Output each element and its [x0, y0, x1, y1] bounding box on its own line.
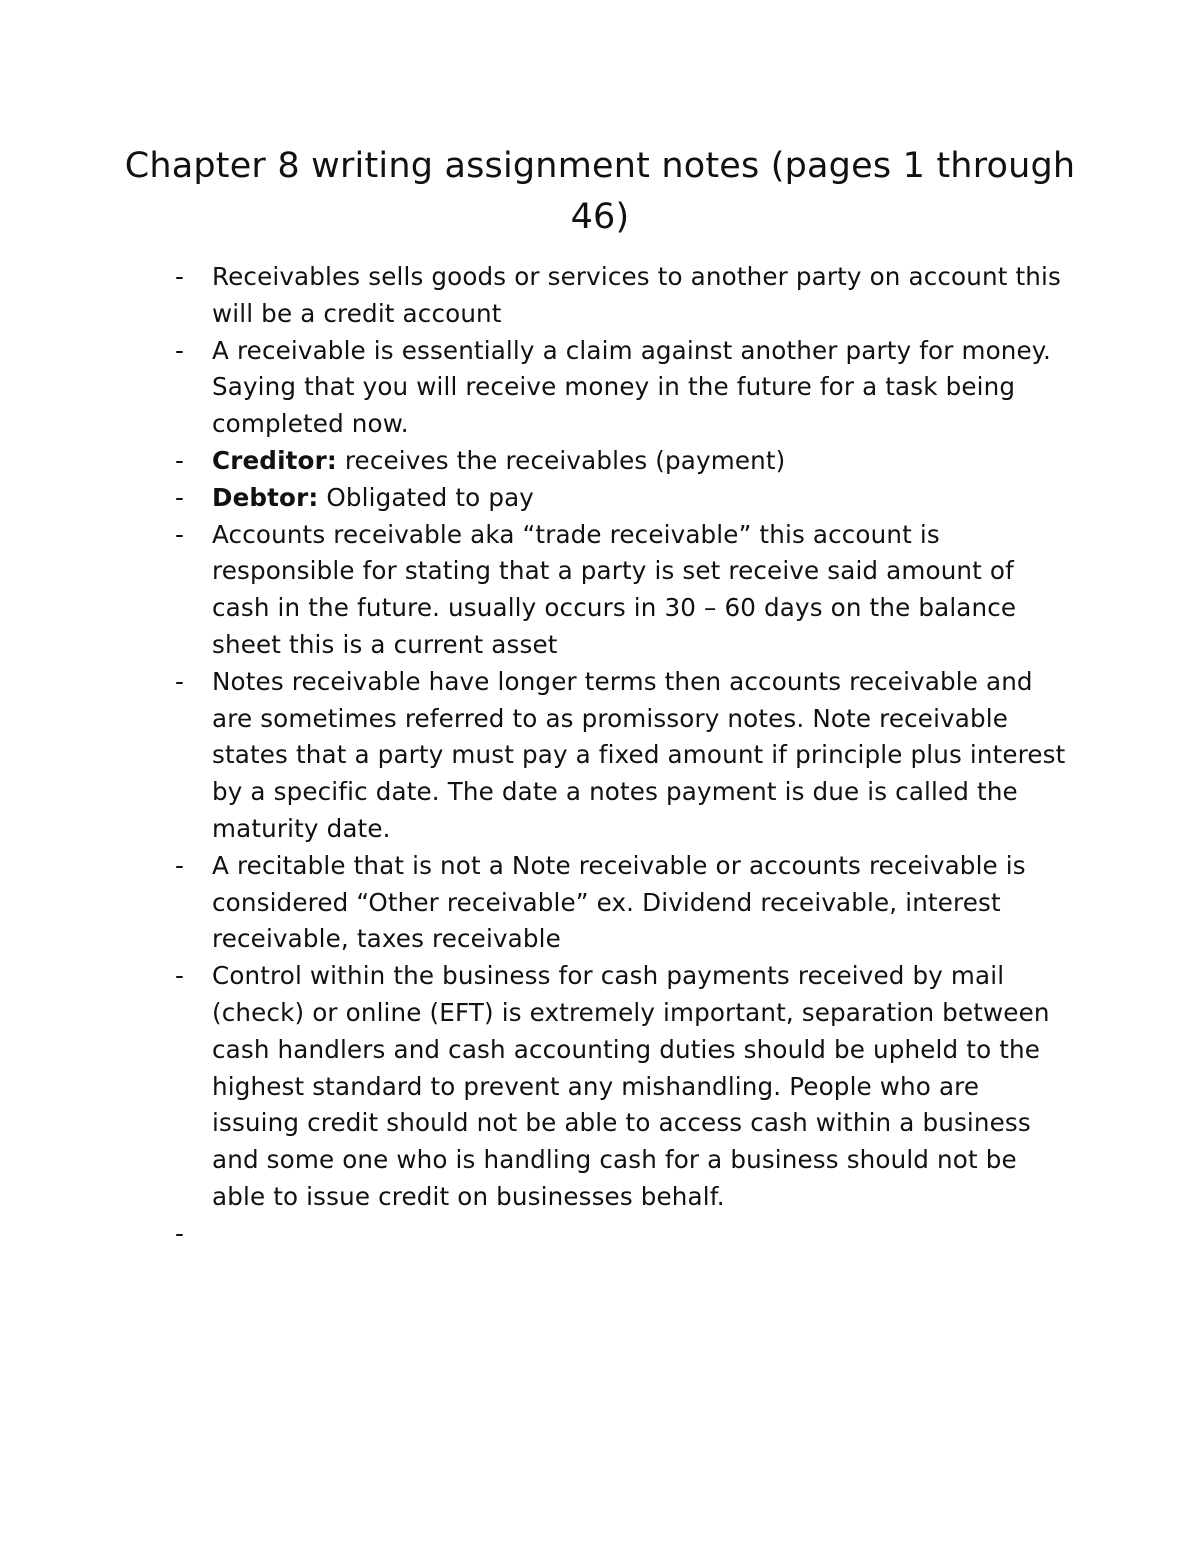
notes-list [0, 259, 1200, 1253]
note-text: A recitable that is not a Note receivable or accounts receivable is considered “Other receivable” ex. Dividend receivable, interest receivable, taxes receivable [212, 850, 1026, 954]
bullet-dash: - [175, 262, 185, 291]
note-text: Obligated to pay [318, 482, 535, 512]
note-text: receives the receivables (payment) [336, 445, 786, 475]
note-text: Control within the business for cash payments received by mail (check) or online (EFT) is extremely important, separation between cash handlers and cash accounting duties should be upheld to the highest standard to prevent any mishandling. People who are issuing credit should not be able to access cash within a business and some one who is handling cash for a business should not be able to issue credit on businesses behalf. [212, 961, 1050, 1211]
list-item [0, 443, 1072, 480]
bullet-dash: - [175, 666, 185, 696]
bullet-dash: - [175, 482, 185, 512]
list-item [0, 664, 1072, 848]
document-title: Chapter 8 writing assignment notes (pages 1 through 46) [124, 146, 1076, 237]
list-item [0, 259, 1072, 333]
note-term: Debtor: [212, 482, 319, 512]
list-item [0, 958, 1072, 1216]
bullet-dash: - [175, 961, 185, 991]
list-item-empty [0, 1216, 1072, 1253]
list-item [0, 517, 1072, 664]
bullet-dash: - [175, 1218, 185, 1248]
note-text: Accounts receivable aka “trade receivable” this account is responsible for stating that a party is set receive said amount of cash in the future. usually occurs in 30 – 60 days on the balance sheet this is a current asset [212, 519, 1017, 659]
note-text: Notes receivable have longer terms then accounts receivable and are sometimes referred to as promissory notes. Note receivable states that a party must pay a fixed amount if principle plus interest by a specific date. The date a notes payment is due is called the maturity date. [212, 666, 1066, 843]
note-term: Creditor: [212, 445, 337, 475]
note-text: Receivables sells goods or services to another party on account this will be a credit account [212, 262, 1061, 328]
list-item [0, 848, 1072, 958]
note-text: A receivable is essentially a claim against another party for money. Saying that you will receive money in the future for a task being completed now. [212, 335, 1051, 439]
bullet-dash: - [175, 850, 185, 880]
bullet-dash: - [175, 335, 185, 365]
bullet-dash: - [175, 519, 185, 549]
bullet-dash: - [175, 445, 185, 475]
list-item [0, 480, 1072, 517]
list-item [0, 333, 1072, 443]
